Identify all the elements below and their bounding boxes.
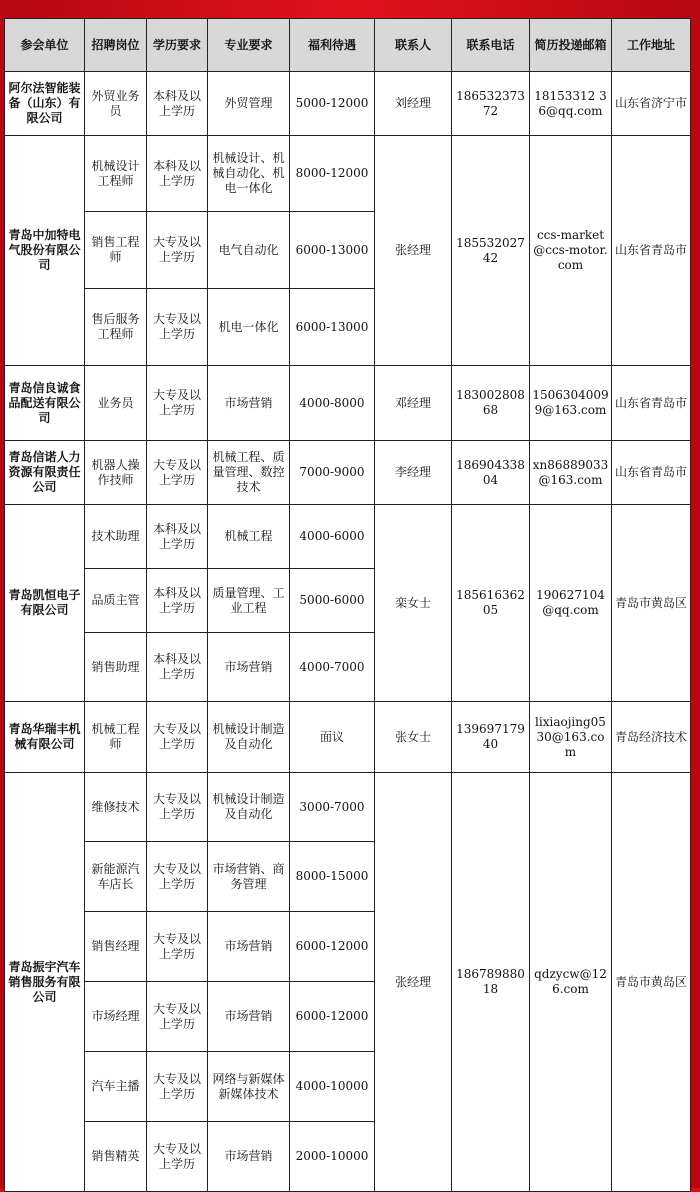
job-salary: 6000-12000	[290, 912, 375, 982]
contact-person: 栾女士	[375, 505, 452, 702]
job-education: 本科及以上学历	[147, 633, 208, 702]
job-education: 大专及以上学历	[147, 441, 208, 505]
job-major: 机械设计、机械自动化、机电一体化	[208, 136, 290, 212]
job-major: 质量管理、工业工程	[208, 569, 290, 633]
job-major: 市场营销、商务管理	[208, 842, 290, 912]
header-phone: 联系电话	[452, 19, 530, 72]
job-position: 新能源汽车店长	[85, 842, 147, 912]
company-name: 青岛中加特电气股份有限公司	[5, 136, 85, 366]
resume-email: 190627104@qq.com	[530, 505, 612, 702]
resume-email: xn86889033@163.com	[530, 441, 612, 505]
header-row	[5, 19, 691, 72]
job-education: 大专及以上学历	[147, 212, 208, 289]
job-education: 本科及以上学历	[147, 569, 208, 633]
contact-phone: 18300280868	[452, 366, 530, 441]
contact-person: 刘经理	[375, 72, 452, 136]
job-salary: 3000-7000	[290, 773, 375, 842]
table-row	[5, 136, 691, 212]
contact-person: 张经理	[375, 773, 452, 1192]
job-salary: 4000-10000	[290, 1052, 375, 1122]
job-major: 市场营销	[208, 633, 290, 702]
job-position: 外贸业务员	[85, 72, 147, 136]
job-position: 技术助理	[85, 505, 147, 569]
table-row	[5, 773, 691, 842]
resume-email: 18153312 36@qq.com	[530, 72, 612, 136]
contact-phone: 18653237372	[452, 72, 530, 136]
job-major: 机械设计制造及自动化	[208, 702, 290, 773]
contact-phone: 13969717940	[452, 702, 530, 773]
company-name: 青岛凯恒电子有限公司	[5, 505, 85, 702]
job-education: 大专及以上学历	[147, 702, 208, 773]
job-major: 网络与新媒体新媒体技术	[208, 1052, 290, 1122]
header-major: 专业要求	[208, 19, 290, 72]
job-education: 大专及以上学历	[147, 1122, 208, 1192]
work-address: 山东省青岛市	[612, 366, 691, 441]
job-salary: 2000-10000	[290, 1122, 375, 1192]
contact-person: 邓经理	[375, 366, 452, 441]
job-education: 大专及以上学历	[147, 366, 208, 441]
job-education: 本科及以上学历	[147, 72, 208, 136]
company-name: 青岛华瑞丰机械有限公司	[5, 702, 85, 773]
company-name: 青岛信良诚食品配送有限公司	[5, 366, 85, 441]
work-address: 山东省济宁市	[612, 72, 691, 136]
job-salary: 6000-12000	[290, 982, 375, 1052]
job-salary: 6000-13000	[290, 212, 375, 289]
work-address: 青岛市黄岛区	[612, 505, 691, 702]
resume-email: qdzycw@126.com	[530, 773, 612, 1192]
contact-person: 张经理	[375, 136, 452, 366]
job-major: 电气自动化	[208, 212, 290, 289]
contact-person: 张女士	[375, 702, 452, 773]
job-position: 销售经理	[85, 912, 147, 982]
job-salary: 5000-12000	[290, 72, 375, 136]
table-row	[5, 366, 691, 441]
job-position: 维修技术	[85, 773, 147, 842]
job-salary: 4000-7000	[290, 633, 375, 702]
job-education: 本科及以上学历	[147, 136, 208, 212]
work-address: 青岛经济技术	[612, 702, 691, 773]
job-salary: 4000-6000	[290, 505, 375, 569]
company-name: 阿尔法智能装备（山东）有限公司	[5, 72, 85, 136]
job-salary: 8000-12000	[290, 136, 375, 212]
contact-phone: 18561636205	[452, 505, 530, 702]
job-position: 品质主管	[85, 569, 147, 633]
job-salary: 5000-6000	[290, 569, 375, 633]
job-major: 机电一体化	[208, 289, 290, 366]
contact-phone: 18690433804	[452, 441, 530, 505]
job-salary: 7000-9000	[290, 441, 375, 505]
job-salary: 面议	[290, 702, 375, 773]
table-row	[5, 441, 691, 505]
contact-person: 李经理	[375, 441, 452, 505]
work-address: 青岛市黄岛区	[612, 773, 691, 1192]
job-position: 售后服务工程师	[85, 289, 147, 366]
contact-phone: 18678988018	[452, 773, 530, 1192]
job-position: 业务员	[85, 366, 147, 441]
job-education: 大专及以上学历	[147, 912, 208, 982]
header-address: 工作地址	[612, 19, 691, 72]
company-name: 青岛振宇汽车销售服务有限公司	[5, 773, 85, 1192]
work-address: 山东省青岛市	[612, 136, 691, 366]
header-education: 学历要求	[147, 19, 208, 72]
job-position: 机械工程师	[85, 702, 147, 773]
job-position: 机械设计工程师	[85, 136, 147, 212]
job-major: 市场营销	[208, 982, 290, 1052]
contact-phone: 18553202742	[452, 136, 530, 366]
job-education: 大专及以上学历	[147, 773, 208, 842]
job-major: 市场营销	[208, 1122, 290, 1192]
job-position: 销售精英	[85, 1122, 147, 1192]
job-position: 销售工程师	[85, 212, 147, 289]
header-company: 参会单位	[5, 19, 85, 72]
table-row	[5, 505, 691, 569]
job-education: 大专及以上学历	[147, 289, 208, 366]
job-position: 汽车主播	[85, 1052, 147, 1122]
resume-email: lixiaojing0530@163.com	[530, 702, 612, 773]
job-major: 机械设计制造及自动化	[208, 773, 290, 842]
job-major: 市场营销	[208, 366, 290, 441]
job-major: 外贸管理	[208, 72, 290, 136]
job-education: 本科及以上学历	[147, 505, 208, 569]
job-position: 市场经理	[85, 982, 147, 1052]
resume-email: ccs-market@ccs-motor.com	[530, 136, 612, 366]
job-salary: 4000-8000	[290, 366, 375, 441]
recruitment-table	[4, 18, 691, 1192]
job-education: 大专及以上学历	[147, 1052, 208, 1122]
job-major: 机械工程、质量管理、数控技术	[208, 441, 290, 505]
job-education: 大专及以上学历	[147, 982, 208, 1052]
job-major: 机械工程	[208, 505, 290, 569]
job-position: 销售助理	[85, 633, 147, 702]
job-salary: 6000-13000	[290, 289, 375, 366]
header-salary: 福利待遇	[290, 19, 375, 72]
table-row	[5, 72, 691, 136]
job-salary: 8000-15000	[290, 842, 375, 912]
header-email: 简历投递邮箱	[530, 19, 612, 72]
header-position: 招聘岗位	[85, 19, 147, 72]
table-row	[5, 702, 691, 773]
resume-email: 15063040099@163.com	[530, 366, 612, 441]
job-education: 大专及以上学历	[147, 842, 208, 912]
work-address: 山东省青岛市	[612, 441, 691, 505]
header-contact: 联系人	[375, 19, 452, 72]
job-position: 机器人操作技师	[85, 441, 147, 505]
company-name: 青岛信诺人力资源有限责任公司	[5, 441, 85, 505]
job-major: 市场营销	[208, 912, 290, 982]
